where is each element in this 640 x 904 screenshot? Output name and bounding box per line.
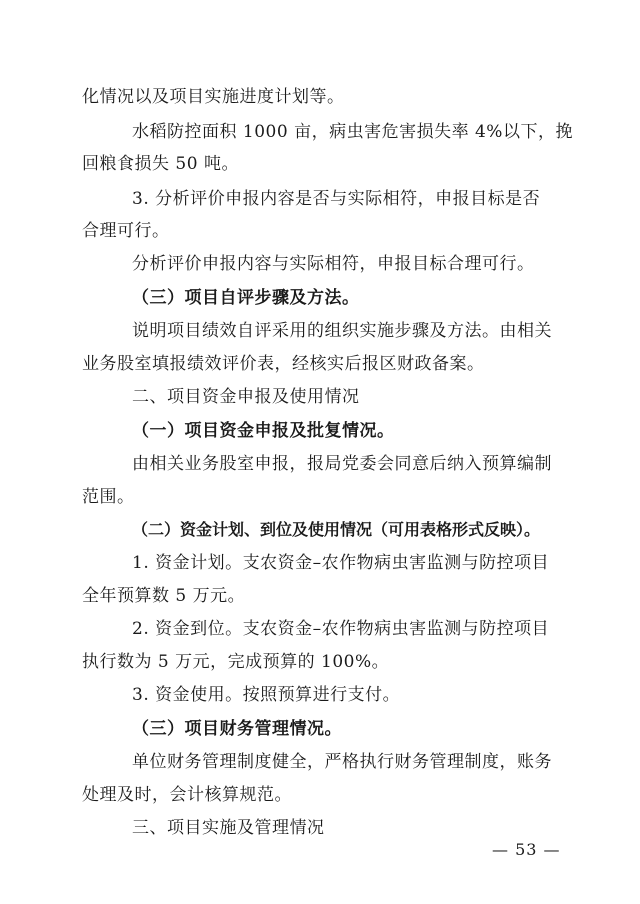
section-heading-3: （三）项目自评步骤及方法。 [132,288,360,308]
text-line-19: 3. 资金使用。按照预算进行支付。 [132,685,401,705]
text-line-6: 分析评价申报内容与实际相符，申报目标合理可行。 [132,254,535,274]
section-heading-3b: （三）项目财务管理情况。 [132,719,342,739]
text-line-3: 回粮食损失 50 吨。 [82,154,239,174]
chapter-heading-3: 三、项目实施及管理情况 [132,818,325,838]
text-line-1: 化情况以及项目实施进度计划等。 [82,87,345,107]
page-number: — 53 — [492,840,561,859]
text-line-9: 业务股室填报绩效评价表，经核实后报区财政备案。 [82,354,485,374]
text-line-18: 执行数为 5 万元，完成预算的 100%。 [82,652,390,672]
section-heading-1: （一）项目资金申报及批复情况。 [132,421,395,441]
text-line-2: 水稻防控面积 1000 亩，病虫害危害损失率 4%以下，挽 [132,122,573,142]
text-line-21: 单位财务管理制度健全，严格执行财务管理制度，账务 [132,752,552,772]
chapter-heading-2: 二、项目资金申报及使用情况 [132,387,360,407]
text-line-5: 合理可行。 [82,221,170,241]
text-line-22: 处理及时，会计核算规范。 [82,785,292,805]
section-heading-2: （二）资金计划、到位及使用情况（可用表格形式反映）。 [132,520,541,539]
text-line-17: 2. 资金到位。支农资金–农作物病虫害监测与防控项目 [132,619,550,639]
text-line-16: 全年预算数 5 万元。 [82,586,246,606]
text-line-8: 说明项目绩效自评采用的组织实施步骤及方法。由相关 [132,321,552,341]
text-line-13: 范围。 [82,487,135,507]
text-line-12: 由相关业务股室申报，报局党委会同意后纳入预算编制 [132,454,552,474]
text-line-4: 3. 分析评价申报内容是否与实际相符，申报目标是否 [132,189,541,209]
text-line-15: 1. 资金计划。支农资金–农作物病虫害监测与防控项目 [132,553,550,573]
